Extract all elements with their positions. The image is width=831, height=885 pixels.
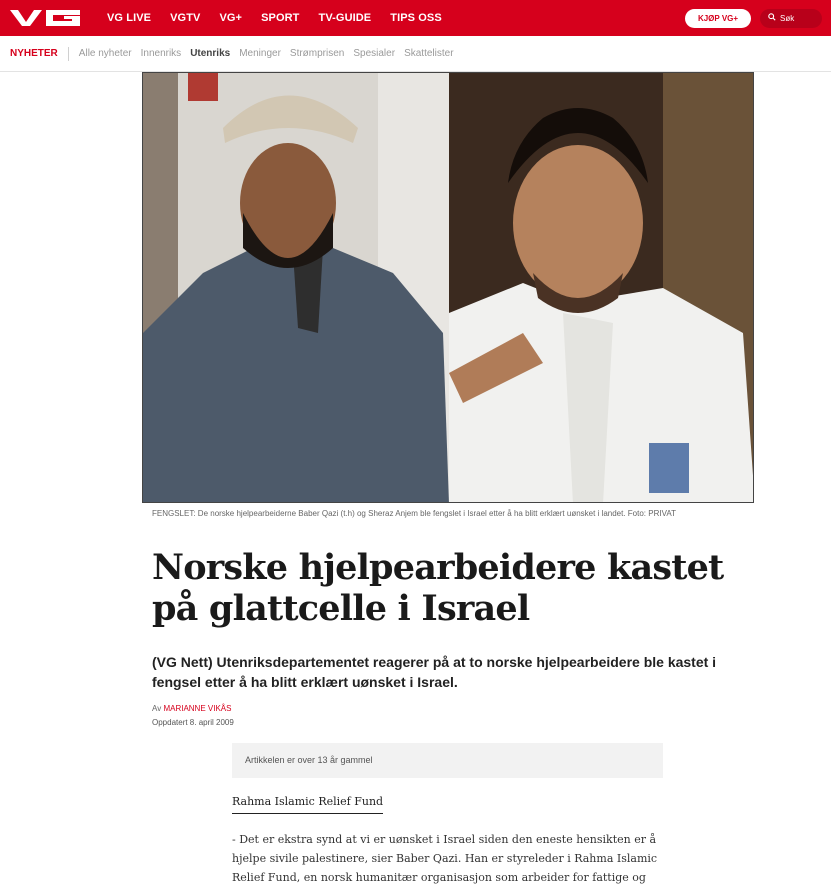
nav-vgtv[interactable]: VGTV	[170, 12, 201, 24]
article-lead: (VG Nett) Utenriksdepartementet reagerer på at to norske hjelpearbeidere ble kastet i fengsel etter å ha blitt erklært uønsket i Israel.	[152, 654, 717, 690]
subnav-innenriks[interactable]: Innenriks	[140, 48, 182, 59]
buy-vg-plus-button[interactable]: KJØP VG+	[685, 9, 751, 28]
section-nyheter[interactable]: NYHETER	[10, 48, 58, 59]
byline-prefix: Av	[152, 704, 162, 713]
subnav-alle-nyheter[interactable]: Alle nyheter	[78, 48, 132, 59]
article-headline: Norske hjelpearbeidere kastet på glattcelle i Israel	[152, 547, 724, 629]
article-body: - Det er ekstra synd at vi er uønsket i Israel siden den eneste hensikten er å hjelpe sivile palestinere, sier Baber Qazi. Han er styreleder i Rahma Islamic Relief Fund, en norsk humanitær organisasjon som arbeider for fattige og	[232, 833, 658, 884]
subnav-spesialer[interactable]: Spesialer	[353, 48, 396, 59]
photo-caption: FENGSLET: De norske hjelpearbeiderne Baber Qazi (t.h) og Sheraz Anjem ble fengslet i Israel etter å ha blitt erklært uønsket i landet. Foto: PRIVAT	[152, 509, 676, 518]
subnav-strompris[interactable]: Strømprisen	[289, 48, 345, 59]
nav-tips-oss[interactable]: TIPS OSS	[390, 12, 442, 24]
byline	[152, 704, 231, 713]
nav-vg-plus[interactable]: VG+	[219, 12, 243, 24]
article-age-notice: Artikkelen er over 13 år gammel	[232, 743, 663, 778]
sub-nav	[0, 36, 831, 72]
search-button[interactable]	[760, 9, 822, 28]
nav-sport[interactable]: SPORT	[261, 12, 300, 24]
subnav-skattelister[interactable]: Skattelister	[404, 48, 454, 59]
vg-logo[interactable]	[8, 8, 84, 28]
subnav-divider	[68, 47, 69, 61]
subnav-meninger[interactable]: Meninger	[239, 48, 281, 59]
search-label: Søk	[780, 14, 795, 23]
subnav-utenriks[interactable]: Utenriks	[190, 48, 231, 59]
article-subhead: Rahma Islamic Relief Fund	[232, 795, 383, 814]
search-icon	[768, 9, 776, 28]
nav-tv-guide[interactable]: TV-GUIDE	[318, 12, 372, 24]
top-bar	[0, 0, 831, 36]
author-link[interactable]: MARIANNE VIKÅS	[163, 704, 232, 713]
updated-date: Oppdatert 8. april 2009	[152, 718, 234, 727]
nav-vg-live[interactable]: VG LIVE	[107, 12, 152, 24]
article-photo	[142, 72, 754, 503]
main-nav	[107, 0, 461, 36]
